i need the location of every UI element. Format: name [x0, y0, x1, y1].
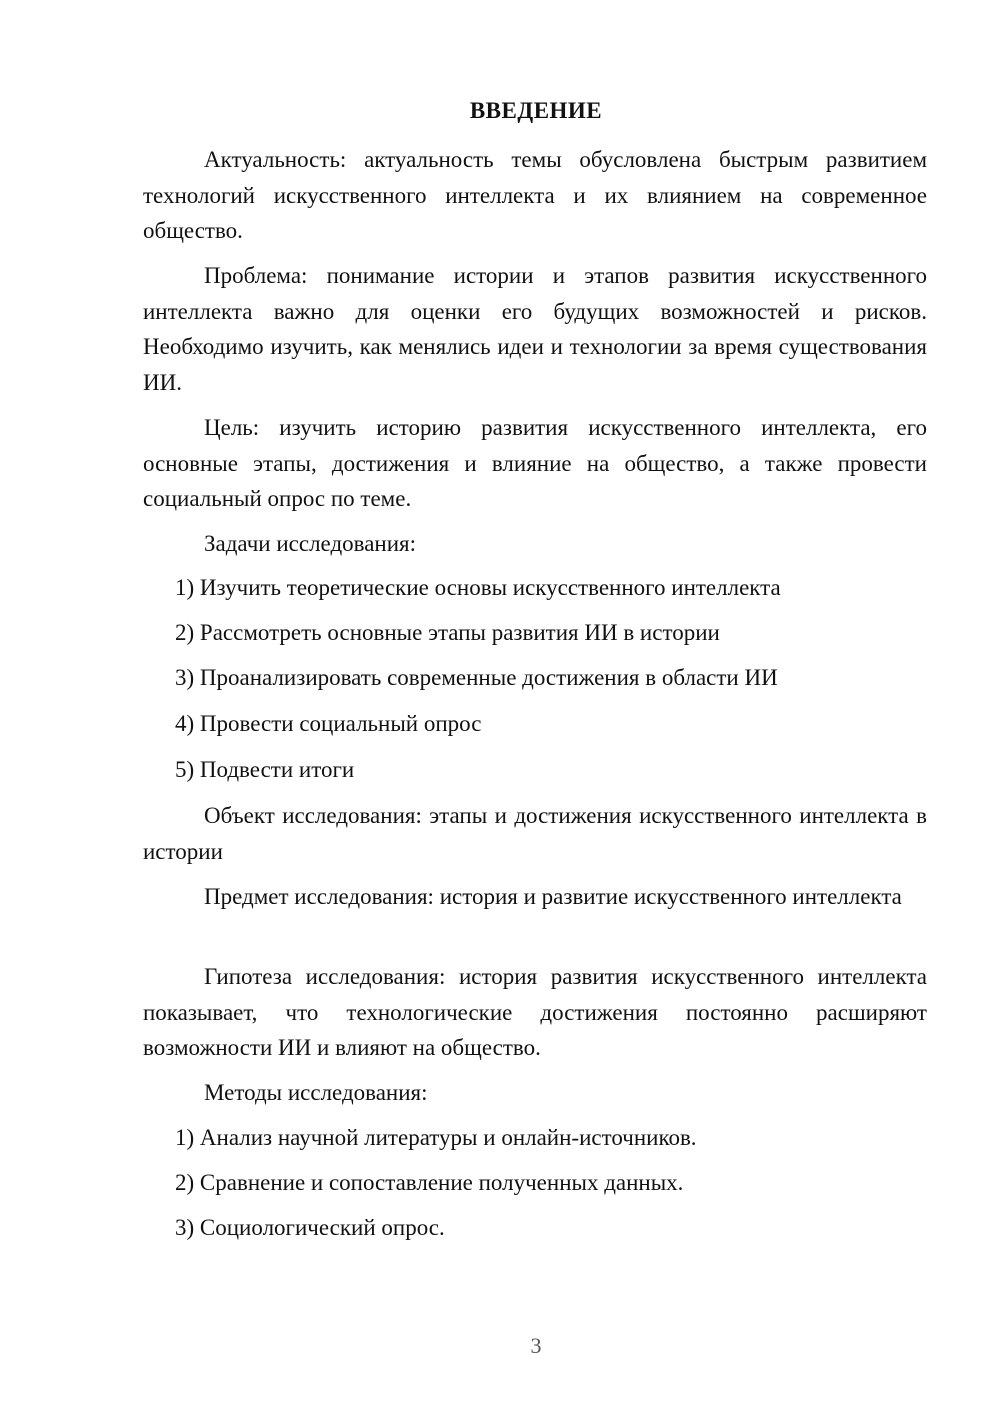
- methods-title-paragraph: [143, 1075, 927, 1111]
- tasks-title-paragraph: [143, 526, 927, 562]
- page-number: 3: [530, 1333, 542, 1358]
- problem-paragraph: [143, 258, 927, 400]
- hypothesis-text: Гипотеза исследования: история развития искусственного интеллекта показывает, что технологические достижения постоянно расширяют возможности ИИ и влияют на общество.: [143, 964, 927, 1060]
- hypothesis-paragraph: [143, 959, 927, 1066]
- task-item: 5) Подвести итоги: [175, 757, 355, 782]
- section-heading: ВВЕДЕНИЕ: [469, 98, 603, 123]
- subject-text: Предмет исследования: история и развитие искусственного интеллекта: [204, 884, 902, 909]
- method-item: 1) Анализ научной литературы и онлайн-источников.: [175, 1125, 697, 1150]
- methods-title: Методы исследования:: [204, 1080, 428, 1105]
- relevance-paragraph: [143, 142, 927, 249]
- task-item: 4) Провести социальный опрос: [175, 711, 482, 736]
- problem-text: Проблема: понимание истории и этапов развития искусственного интеллекта важно для оценки его будущих возможностей и рисков. Необходимо изучить, как менялись идеи и технологии за время существования ИИ.: [143, 263, 927, 395]
- task-item: 2) Рассмотреть основные этапы развития ИИ в истории: [175, 620, 720, 645]
- method-item: 3) Социологический опрос.: [175, 1215, 445, 1240]
- tasks-title: Задачи исследования:: [204, 531, 417, 556]
- goal-paragraph: [143, 410, 927, 517]
- method-item: 2) Сравнение и сопоставление полученных данных.: [175, 1170, 684, 1195]
- object-text: Объект исследования: этапы и достижения искусственного интеллекта в истории: [143, 803, 927, 864]
- task-item: 1) Изучить теоретические основы искусственного интеллекта: [175, 575, 781, 600]
- subject-paragraph: [143, 879, 927, 915]
- goal-text: Цель: изучить историю развития искусственного интеллекта, его основные этапы, достижения и влияние на общество, а также провести социальный опрос по теме.: [143, 415, 927, 511]
- task-item: 3) Проанализировать современные достижения в области ИИ: [175, 665, 778, 690]
- relevance-text: Актуальность: актуальность темы обусловлена быстрым развитием технологий искусственного интеллекта и их влиянием на современное общество.: [143, 147, 927, 243]
- object-paragraph: [143, 798, 927, 869]
